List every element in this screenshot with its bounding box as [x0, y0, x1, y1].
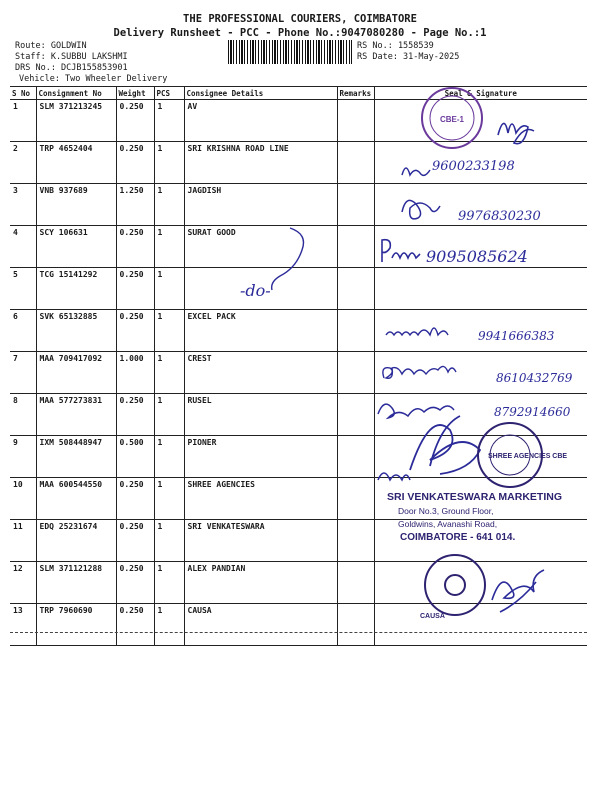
rs-no-text: RS No.: 1558539 [357, 41, 434, 51]
handwritten-phone-row8: 8792914660 [494, 405, 571, 419]
vehicle-text: Vehicle: Two Wheeler Delivery [19, 74, 168, 84]
cell-pcs: 1 [154, 226, 184, 268]
cell-seal [374, 268, 587, 310]
route-text: Route: GOLDWIN [15, 41, 87, 51]
cell-sno: 1 [10, 100, 36, 142]
cell-consignment: TRP 7960690 [36, 604, 116, 646]
cell-weight: 0.250 [116, 268, 154, 310]
cell-remarks [337, 562, 374, 604]
cell-consignment: EDQ 25231674 [36, 520, 116, 562]
cell-sno: 10 [10, 478, 36, 520]
cell-seal [374, 604, 587, 646]
cell-consignee: CREST [184, 352, 337, 394]
cell-weight: 0.250 [116, 142, 154, 184]
col-weight: Weight [116, 87, 154, 100]
table-body [10, 100, 587, 646]
cell-consignee [184, 268, 337, 310]
cell-seal [374, 436, 587, 478]
table-row [10, 394, 587, 436]
cell-sno: 7 [10, 352, 36, 394]
drs-text: DRS No.: DCJB155853901 [15, 63, 128, 73]
col-pcs: PCS [154, 87, 184, 100]
cell-pcs: 1 [154, 394, 184, 436]
cell-sno: 8 [10, 394, 36, 436]
cell-remarks [337, 142, 374, 184]
table-row [10, 226, 587, 268]
cell-weight: 1.250 [116, 184, 154, 226]
cell-consignee: SHREE AGENCIES [184, 478, 337, 520]
cell-consignee: PIONER [184, 436, 337, 478]
cell-remarks [337, 436, 374, 478]
cell-weight: 0.250 [116, 562, 154, 604]
cell-weight: 0.250 [116, 310, 154, 352]
cell-weight: 0.500 [116, 436, 154, 478]
cell-pcs: 1 [154, 478, 184, 520]
handwritten-phone-row4: 9095085624 [426, 247, 528, 266]
venkateswara-stamp-name: SRI VENKATESWARA MARKETING [387, 491, 563, 503]
cell-consignee: SURAT GOOD [184, 226, 337, 268]
cell-consignment: SVK 65132885 [36, 310, 116, 352]
cell-consignee: ALEX PANDIAN [184, 562, 337, 604]
cell-consignee: EXCEL PACK [184, 310, 337, 352]
cell-consignment: MAA 709417092 [36, 352, 116, 394]
cell-weight: 1.000 [116, 352, 154, 394]
cell-consignment: TCG 15141292 [36, 268, 116, 310]
col-sno: S No [10, 87, 36, 100]
runsheet-table [10, 86, 587, 646]
venkateswara-stamp-addr2: Goldwins, Avanashi Road, [398, 519, 498, 529]
cell-seal [374, 394, 587, 436]
cell-consignment: MAA 600544550 [36, 478, 116, 520]
venkateswara-stamp-addr1: Door No.3, Ground Floor, [398, 506, 494, 516]
cell-remarks [337, 394, 374, 436]
handwritten-ditto: -do- [240, 281, 271, 300]
cell-pcs: 1 [154, 100, 184, 142]
cell-pcs: 1 [154, 310, 184, 352]
staff-text: Staff: K.SUBBU LAKSHMI [15, 52, 128, 62]
cell-seal [374, 562, 587, 604]
cbe-stamp-text: CBE-1 [440, 115, 465, 124]
cell-pcs: 1 [154, 520, 184, 562]
cell-weight: 0.250 [116, 478, 154, 520]
cell-seal [374, 142, 587, 184]
cell-seal [374, 352, 587, 394]
cell-sno: 11 [10, 520, 36, 562]
cell-remarks [337, 226, 374, 268]
runsheet-title: Delivery Runsheet - PCC - Phone No.:9047080280 - Page No.:1 [113, 27, 487, 39]
cell-remarks [337, 478, 374, 520]
cell-weight: 0.250 [116, 100, 154, 142]
table-row [10, 436, 587, 478]
cell-sno: 9 [10, 436, 36, 478]
cell-weight: 0.250 [116, 226, 154, 268]
cell-consignee: CAUSA [184, 604, 337, 646]
cell-pcs: 1 [154, 604, 184, 646]
rs-date-text: RS Date: 31-May-2025 [357, 52, 460, 62]
table-row [10, 562, 587, 604]
cell-pcs: 1 [154, 562, 184, 604]
col-consignment: Consignment No [36, 87, 116, 100]
handwritten-phone-row6: 9941666383 [478, 329, 555, 343]
cell-consignee: SRI VENKATESWARA [184, 520, 337, 562]
cell-remarks [337, 310, 374, 352]
handwritten-phone-row2: 9600233198 [432, 159, 515, 174]
cell-remarks [337, 352, 374, 394]
table-row [10, 352, 587, 394]
cell-seal [374, 226, 587, 268]
table-row [10, 310, 587, 352]
table-row [10, 100, 587, 142]
handwritten-phone-row3: 9976830230 [458, 209, 541, 224]
cell-consignment: SLM 371213245 [36, 100, 116, 142]
handwritten-phone-row7: 8610432769 [496, 371, 573, 385]
cell-pcs: 1 [154, 352, 184, 394]
cell-pcs: 1 [154, 268, 184, 310]
shree-stamp-text: SHREE AGENCIES CBE [488, 453, 568, 460]
table-row [10, 604, 587, 646]
cell-consignee: RUSEL [184, 394, 337, 436]
cell-weight: 0.250 [116, 394, 154, 436]
cell-pcs: 1 [154, 184, 184, 226]
cell-remarks [337, 100, 374, 142]
cell-weight: 0.250 [116, 604, 154, 646]
cell-weight: 0.250 [116, 520, 154, 562]
table-row [10, 184, 587, 226]
cell-consignment: VNB 937689 [36, 184, 116, 226]
cell-sno: 13 [10, 604, 36, 646]
footer-dashed-line [10, 632, 587, 633]
company-title: THE PROFESSIONAL COURIERS, COIMBATORE [183, 13, 417, 25]
cell-consignee: AV [184, 100, 337, 142]
col-consignee: Consignee Details [184, 87, 337, 100]
causa-stamp-text: CAUSA [420, 613, 445, 620]
cell-remarks [337, 520, 374, 562]
cell-seal [374, 310, 587, 352]
barcode [228, 40, 352, 64]
cell-consignment: IXM 508448947 [36, 436, 116, 478]
cell-remarks [337, 604, 374, 646]
cell-seal [374, 100, 587, 142]
cell-sno: 2 [10, 142, 36, 184]
cell-consignment: TRP 4652404 [36, 142, 116, 184]
venkateswara-stamp-city: COIMBATORE - 641 014. [400, 532, 516, 543]
cell-remarks [337, 184, 374, 226]
table-header-row [10, 87, 587, 100]
cell-sno: 4 [10, 226, 36, 268]
cell-consignment: MAA 577273831 [36, 394, 116, 436]
cell-consignee: SRI KRISHNA ROAD LINE [184, 142, 337, 184]
cell-consignee: JAGDISH [184, 184, 337, 226]
cell-pcs: 1 [154, 436, 184, 478]
cell-consignment: SLM 371121288 [36, 562, 116, 604]
cell-sno: 12 [10, 562, 36, 604]
table-row [10, 268, 587, 310]
cell-sno: 3 [10, 184, 36, 226]
table-row [10, 142, 587, 184]
col-seal: Seal & Signature [374, 87, 587, 100]
cell-seal [374, 184, 587, 226]
cell-sno: 6 [10, 310, 36, 352]
cell-consignment: SCY 106631 [36, 226, 116, 268]
cell-pcs: 1 [154, 142, 184, 184]
cell-remarks [337, 268, 374, 310]
cell-sno: 5 [10, 268, 36, 310]
col-remarks: Remarks [337, 87, 374, 100]
